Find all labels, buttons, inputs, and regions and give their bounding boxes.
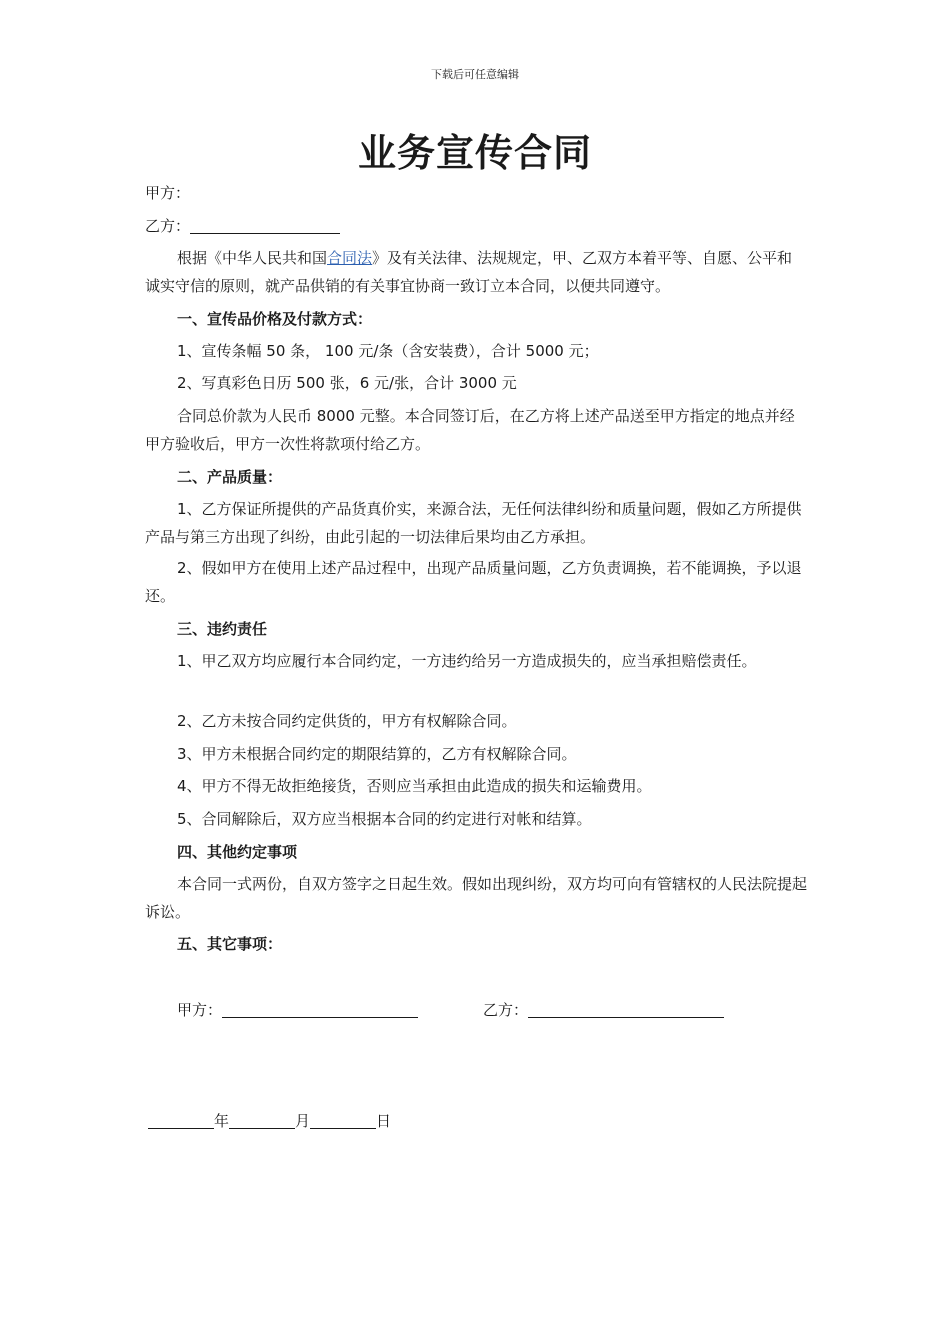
header-note: 下载后可任意编辑 [431,68,519,81]
month-blank [229,1112,295,1129]
day-label: 日 [376,1112,392,1130]
year-label: 年 [214,1112,230,1130]
section-2-heading: 二、产品质量： [177,468,283,486]
intro-paragraph [145,244,807,300]
contract-law-link[interactable]: 合同法 [327,249,373,267]
party-a-label: 甲方： [145,184,191,202]
section-3-item-4: 4、甲方不得无故拒绝接货，否则应当承担由此造成的损失和运输费用。 [177,777,652,795]
document-title: 业务宣传合同 [357,131,592,175]
section-3-heading: 三、违约责任 [177,620,268,638]
month-label: 月 [295,1112,311,1130]
signature-party-b [483,996,724,1024]
section-3-item-5: 5、合同解除后，双方应当根据本合同的约定进行对帐和结算。 [177,810,592,828]
section-1-item-2: 2、写真彩色日历 500 张，6 元/张，合计 3000 元 [177,374,517,392]
section-4-body: 本合同一式两份，自双方签字之日起生效。假如出现纠纷，双方均可向有管辖权的人民法院提起诉讼。 [145,875,808,921]
signature-party-a [177,996,418,1024]
section-3-item-2: 2、乙方未按合同约定供货的，甲方有权解除合同。 [177,712,517,730]
party-b-blank [190,217,340,234]
section-1-total: 合同总价款为人民币 8000 元整。本合同签订后，在乙方将上述产品送至甲方指定的地点并经甲方验收后，甲方一次性将款项付给乙方。 [145,407,795,453]
section-2-item-2: 2、假如甲方在使用上述产品过程中，出现产品质量问题，乙方负责调换，若不能调换，予以退还。 [145,559,802,605]
signature-party-a-blank [222,1001,418,1018]
section-1-item-1: 1、宣传条幅 50 条， 100 元/条（含安装费），合计 5000 元； [177,342,599,360]
signature-party-b-label: 乙方： [483,1001,529,1019]
day-blank [310,1112,376,1129]
party-b-line [145,212,340,240]
signature-party-a-label: 甲方： [177,1001,223,1019]
party-a-line [145,179,190,207]
signature-party-b-blank [528,1001,724,1018]
section-2-item-1: 1、乙方保证所提供的产品货真价实，来源合法，无任何法律纠纷和质量问题，假如乙方所提供产品与第三方出现了纠纷，由此引起的一切法律后果均由乙方承担。 [145,500,802,546]
date-line [148,1107,391,1135]
section-4-heading: 四、其他约定事项 [177,843,298,861]
intro-text-before: 根据《中华人民共和国 [177,249,328,267]
year-blank [148,1112,214,1129]
section-3-item-1: 1、甲乙双方均应履行本合同约定，一方违约给另一方造成损失的，应当承担赔偿责任。 [177,652,757,670]
section-3-item-3: 3、甲方未根据合同约定的期限结算的，乙方有权解除合同。 [177,745,577,763]
party-b-label: 乙方： [145,217,191,235]
section-5-heading: 五、其它事项： [177,935,283,953]
intro-text-after: 》及有关法律、法规规定，甲、乙双方本着平等、自愿、公平和诚实守信的原则，就产品供销的有关事宜协商一致订立本合同，以便共同遵守。 [145,249,793,295]
section-1-heading: 一、宣传品价格及付款方式： [177,310,373,328]
